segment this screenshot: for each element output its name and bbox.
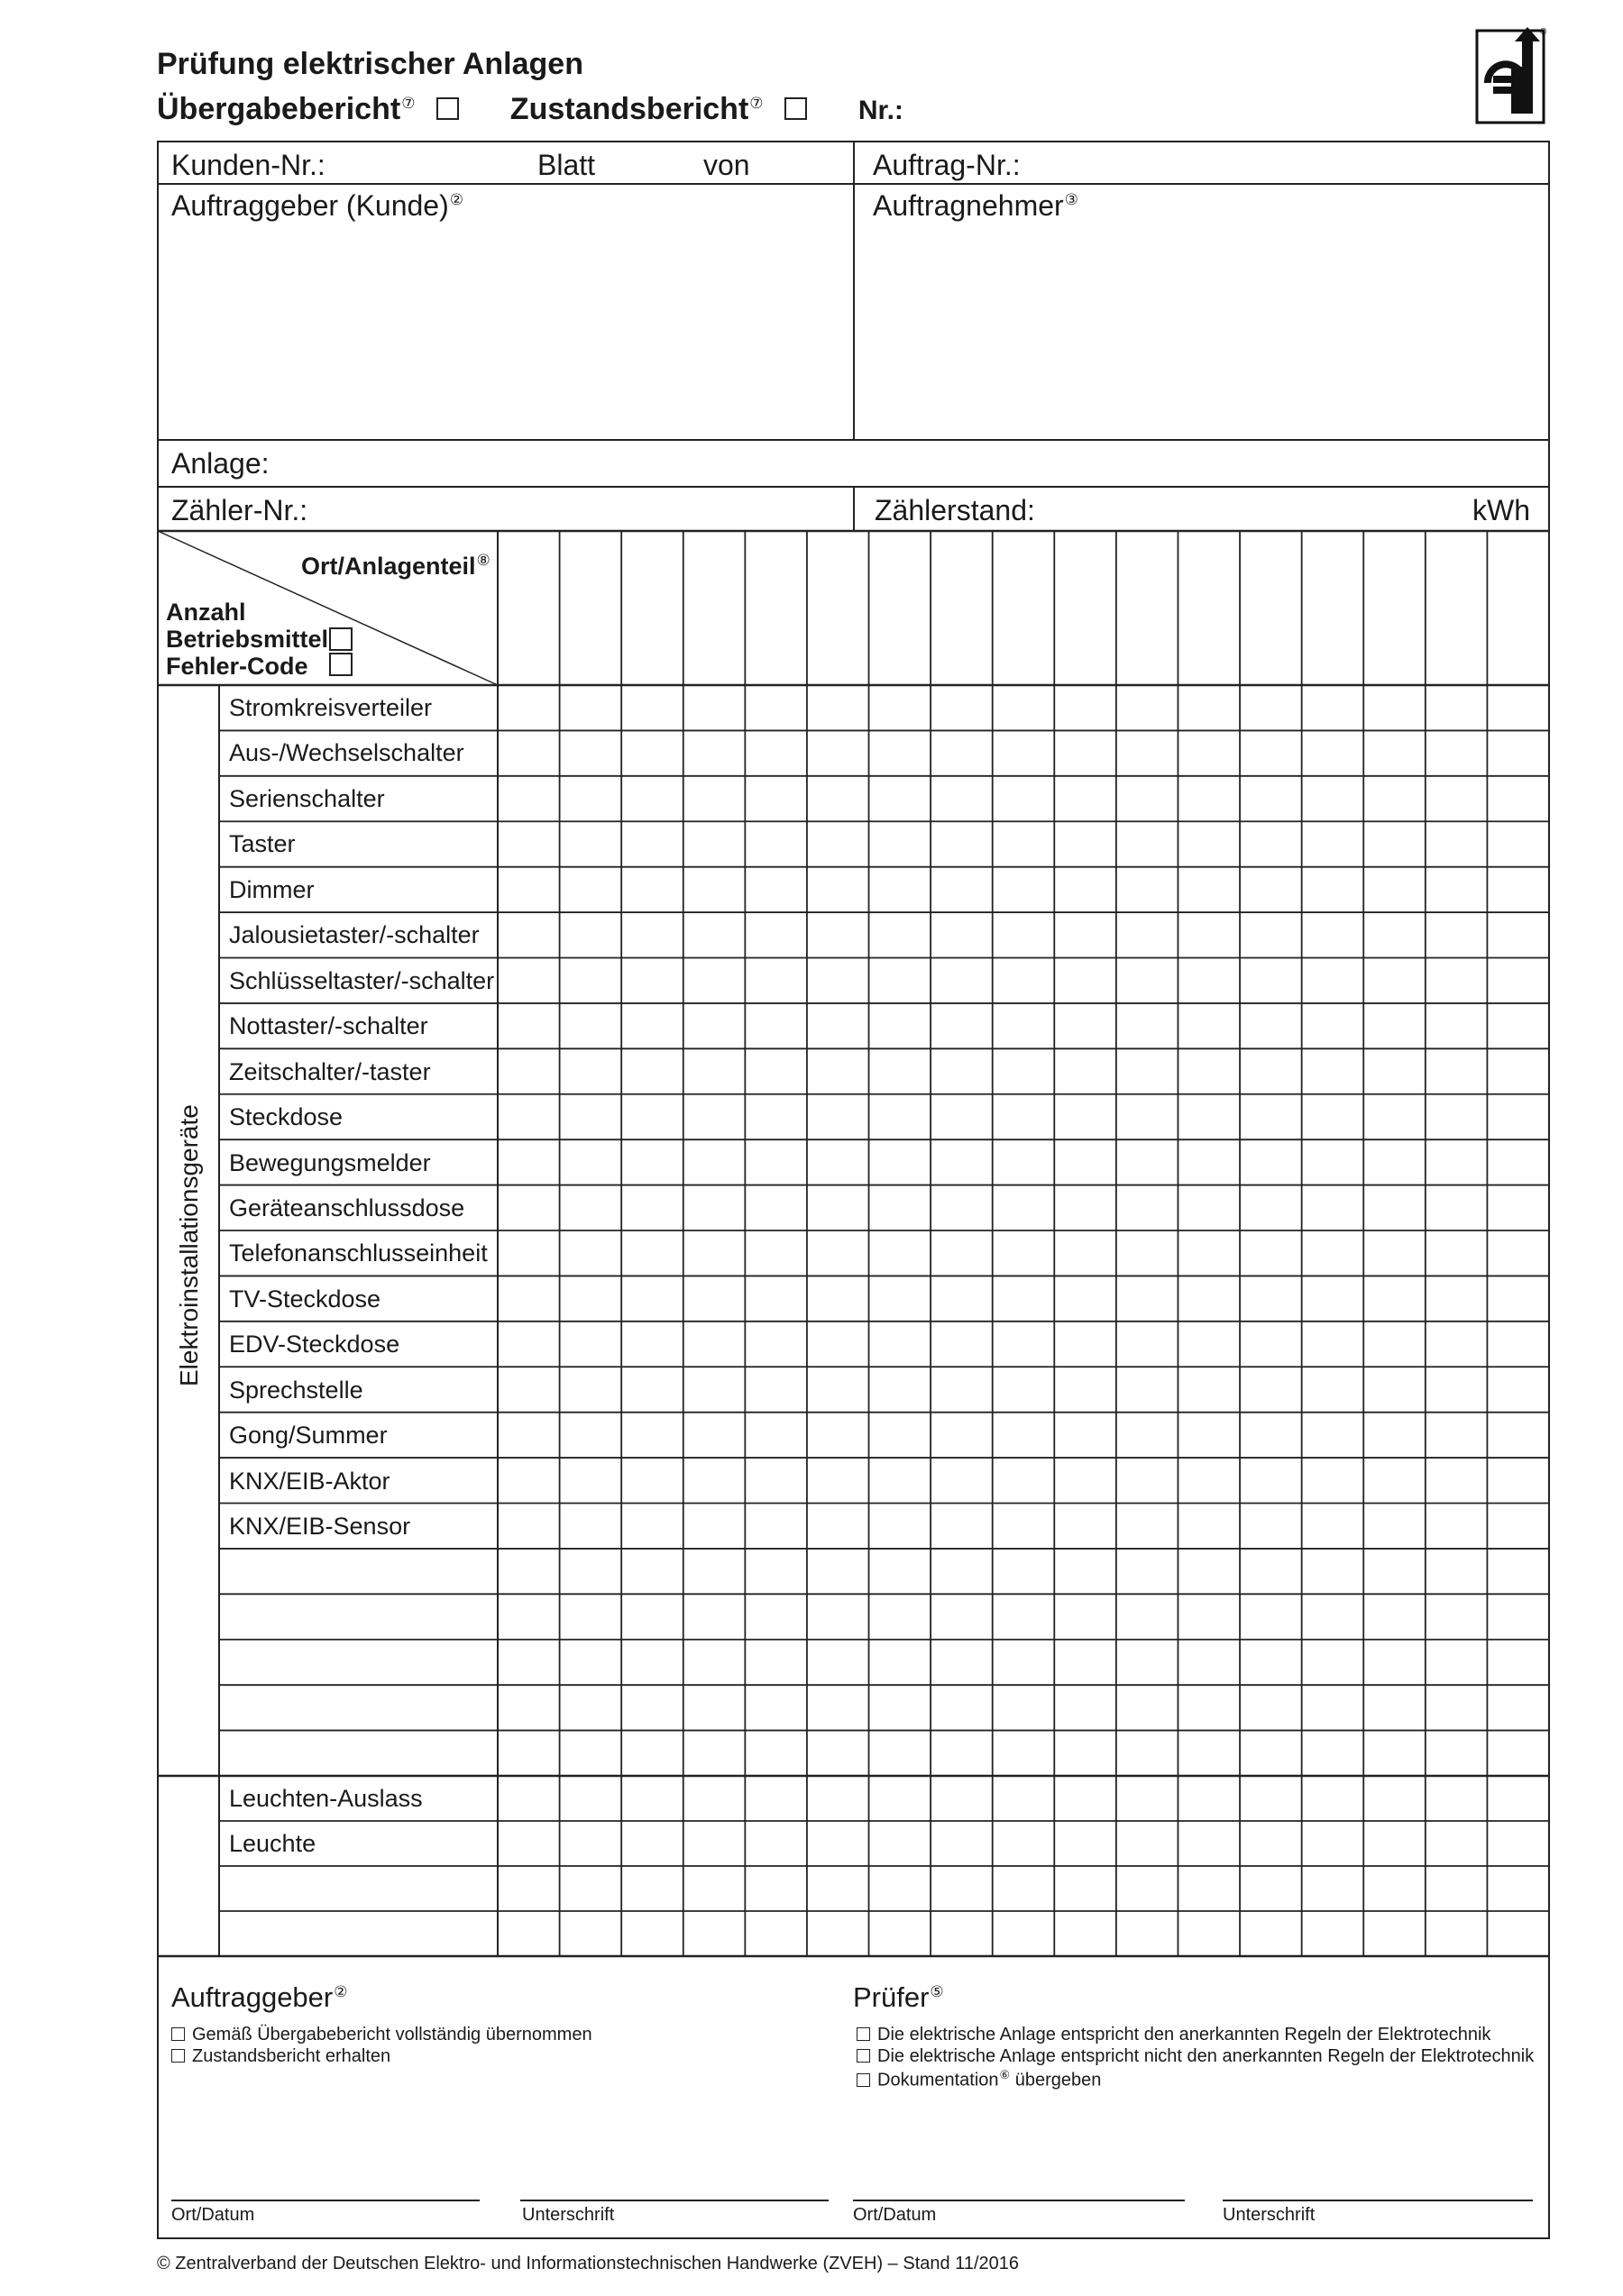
zustandsbericht-label: Zustandsbericht xyxy=(509,92,749,126)
row-label: Gong/Summer xyxy=(229,1422,388,1450)
auftraggeber-kunde-label: Auftraggeber (Kunde)② xyxy=(171,189,463,222)
option-entspricht-nicht-checkbox[interactable] xyxy=(857,2049,870,2063)
row-label: Taster xyxy=(229,830,296,858)
option-dokumentation[interactable]: Dokumentation⑥ übergeben xyxy=(857,2068,1101,2091)
row-label: Jalousietaster/-schalter xyxy=(229,921,480,949)
betriebsmittel-legend-box xyxy=(329,627,353,651)
signature-line-3 xyxy=(853,2200,1185,2201)
ort-datum-label-2: Ort/Datum xyxy=(853,2205,937,2225)
row-label: Nottaster/-schalter xyxy=(229,1012,428,1040)
fehler-code-label: Fehler-Code xyxy=(166,653,308,680)
row-label: TV-Steckdose xyxy=(229,1285,381,1313)
zaehlerstand-label: Zählerstand: xyxy=(875,494,1035,526)
option-entspricht[interactable]: Die elektrische Anlage entspricht den anerkannten Regeln der Elektrotechnik xyxy=(857,2025,1490,2045)
pruefer-signature-title: Prüfer⑤ xyxy=(853,1981,944,2013)
auftragnehmer-label: Auftragnehmer③ xyxy=(873,189,1078,222)
form-title: Prüfung elektrischer Anlagen xyxy=(157,47,583,81)
option-zustandsbericht-erhalten[interactable]: Zustandsbericht erhalten xyxy=(171,2046,390,2067)
fehler-code-legend-box xyxy=(329,653,353,676)
ort-datum-label-1: Ort/Datum xyxy=(171,2205,255,2225)
row-label: Leuchten-Auslass xyxy=(229,1785,423,1812)
row-label: Schlüsseltaster/-schalter xyxy=(229,966,495,994)
row-label: Bewegungsmelder xyxy=(229,1148,431,1176)
anzahl-label: Anzahl xyxy=(166,599,246,626)
row-label: Leuchte xyxy=(229,1830,316,1858)
uebergabe-footnote: ⑦ xyxy=(401,94,416,112)
zaehler-nr-label: Zähler-Nr.: xyxy=(171,494,308,526)
betriebsmittel-label: Betriebsmittel xyxy=(166,626,329,653)
registered-mark: ® xyxy=(1540,27,1547,37)
row-label: EDV-Steckdose xyxy=(229,1331,400,1358)
unterschrift-label-2: Unterschrift xyxy=(1223,2205,1316,2225)
kwh-unit: kWh xyxy=(1472,494,1530,526)
uebergabebericht-label: Übergabebericht xyxy=(157,92,401,126)
option-zustandsbericht-checkbox[interactable] xyxy=(171,2049,185,2063)
signature-line-2 xyxy=(520,2200,829,2201)
option-uebernommen-checkbox[interactable] xyxy=(171,2027,185,2041)
copyright-footer: © Zentralverband der Deutschen Elektro- und Informationstechnischen Handwerke (ZVEH) – Stand 11/2016 xyxy=(157,2254,1019,2273)
row-label: Geräteanschlussdose xyxy=(229,1194,465,1221)
auftrag-nr-label: Auftrag-Nr.: xyxy=(873,149,1021,181)
row-label: Aus-/Wechselschalter xyxy=(229,739,464,767)
von-label: von xyxy=(703,149,750,181)
nr-label: Nr.: xyxy=(857,96,903,125)
row-label: Steckdose xyxy=(229,1103,344,1131)
row-label: Stromkreisverteiler xyxy=(229,694,433,721)
zustand-footnote: ⑦ xyxy=(749,94,764,112)
signature-line-1 xyxy=(171,2200,480,2201)
option-dokumentation-checkbox[interactable] xyxy=(857,2073,870,2087)
row-label: Sprechstelle xyxy=(229,1376,363,1404)
row-label: Serienschalter xyxy=(229,784,385,812)
kunden-nr-label: Kunden-Nr.: xyxy=(171,149,326,181)
unterschrift-label-1: Unterschrift xyxy=(522,2205,615,2225)
row-label: Dimmer xyxy=(229,875,315,903)
row-label: Zeitschalter/-taster xyxy=(229,1057,431,1085)
auftraggeber-signature-title: Auftraggeber② xyxy=(171,1981,348,2013)
blatt-label: Blatt xyxy=(537,149,596,181)
row-label: KNX/EIB-Aktor xyxy=(229,1467,390,1495)
ort-anlagenteil-label: Ort/Anlagenteil⑧ xyxy=(301,552,491,580)
row-label: KNX/EIB-Sensor xyxy=(229,1513,411,1541)
elektroinstallationsgeraete-label: Elektroinstallationsgeräte xyxy=(175,1104,203,1386)
option-uebernommen[interactable]: Gemäß Übergabebericht vollständig übernommen xyxy=(171,2025,592,2045)
option-entspricht-checkbox[interactable] xyxy=(857,2027,870,2041)
option-entspricht-nicht[interactable]: Die elektrische Anlage entspricht nicht den anerkannten Regeln der Elektrotechnik xyxy=(857,2046,1534,2067)
row-label: Telefonanschlusseinheit xyxy=(229,1239,488,1267)
anlage-label: Anlage: xyxy=(171,447,270,480)
signature-line-4 xyxy=(1223,2200,1533,2201)
